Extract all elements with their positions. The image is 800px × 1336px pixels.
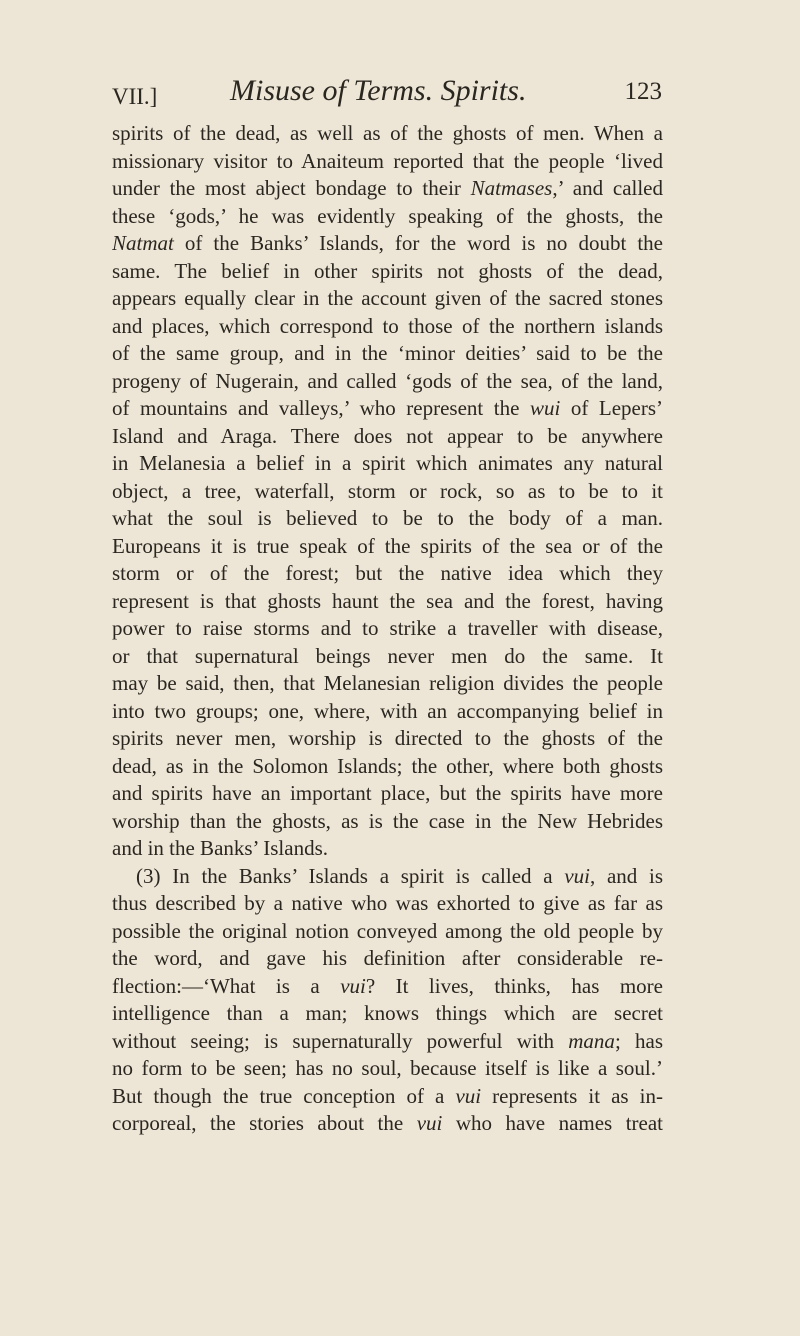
text-run: But though the true conception of a	[112, 1083, 456, 1108]
text-run: ,’ and called	[552, 176, 663, 200]
text-line	[112, 203, 663, 231]
text-line	[112, 835, 663, 863]
text-line	[112, 1083, 663, 1111]
text-run: Island and Araga. There does not appear to be anywhere	[112, 423, 663, 448]
text-line	[112, 945, 663, 973]
text-run: of the same group, and in the ‘minor deities’ said to be the	[112, 341, 663, 365]
text-run: represent is that ghosts haunt the sea and the forest, having	[112, 588, 663, 613]
text-run: (3) In the Banks’ Islands a spirit is called a	[136, 863, 565, 888]
text-line	[112, 505, 663, 533]
text-run: spirits of the dead, as well as of the ghosts of men. When a	[112, 121, 663, 145]
text-line	[112, 560, 663, 588]
text-line	[112, 313, 663, 341]
text-line	[112, 890, 663, 918]
text-line	[112, 1028, 663, 1056]
text-run: intelligence than a man; knows things which are secret	[112, 1001, 663, 1025]
text-run: same. The belief in other spirits not ghosts of the dead,	[112, 258, 663, 283]
text-line	[112, 973, 663, 1001]
text-line	[112, 230, 663, 258]
text-line	[112, 148, 663, 176]
text-run: ? It lives, thinks, has more	[365, 973, 663, 998]
italic-term: vui	[564, 863, 590, 888]
text-run: thus described by a native who was exhorted to give as far as	[112, 891, 663, 915]
text-run: of the Banks’ Islands, for the word is no doubt the	[173, 231, 663, 255]
italic-term: Natmases	[470, 176, 553, 200]
text-run: and spirits have an important place, but the spirits have more	[112, 781, 663, 805]
text-run: may be said, then, that Melanesian religion divides the people	[112, 671, 663, 695]
text-line	[112, 615, 663, 643]
italic-term: vui	[416, 1111, 443, 1135]
text-line	[112, 643, 663, 671]
text-line	[112, 670, 663, 698]
italic-term: vui	[340, 973, 366, 998]
text-run: who have names treat	[442, 1111, 663, 1135]
running-header	[112, 74, 662, 114]
text-run: flection:—‘What is a	[112, 973, 341, 998]
text-line	[112, 698, 663, 726]
text-run: storm or of the forest; but the native idea which they	[112, 561, 663, 585]
text-run: corporeal, the stories about the	[112, 1111, 417, 1135]
text-line	[112, 368, 663, 396]
text-line	[112, 175, 663, 203]
text-line	[112, 1000, 663, 1028]
text-run: or that supernatural beings never men do the same. It	[112, 643, 663, 668]
text-run: into two groups; one, where, with an accompanying belief in	[112, 698, 663, 723]
italic-term: Natmat	[112, 231, 174, 255]
text-run: Europeans it is true speak of the spirits of the sea or of the	[112, 533, 663, 558]
text-line	[112, 450, 663, 478]
text-run: progeny of Nugerain, and called ‘gods of the sea, of the land,	[112, 368, 663, 393]
italic-term: vui	[455, 1083, 482, 1108]
text-run: ; has	[614, 1028, 663, 1053]
text-run: of mountains and valleys,’ who represent the	[112, 396, 530, 420]
running-title: Misuse of Terms. Spirits.	[230, 74, 527, 107]
text-run: dead, as in the Solomon Islands; the other, where both ghosts	[112, 753, 663, 778]
text-line	[112, 258, 663, 286]
text-run: under the most abject bondage to their	[112, 176, 471, 200]
text-run: spirits never men, worship is directed to the ghosts of the	[112, 726, 663, 750]
page-number: 123	[624, 78, 662, 105]
text-run: what the soul is believed to be to the body of a man.	[112, 506, 663, 530]
text-run: appears equally clear in the account given of the sacred stones	[112, 286, 663, 310]
text-run: power to raise storms and to strike a traveller with disease,	[112, 616, 663, 640]
text-line	[112, 725, 663, 753]
text-run: worship than the ghosts, as is the case in the New Hebrides	[112, 808, 663, 833]
text-run: , and is	[589, 863, 663, 888]
italic-term: wui	[529, 396, 561, 420]
text-run: these ‘gods,’ he was evidently speaking of the ghosts, the	[112, 203, 663, 228]
text-run: object, a tree, waterfall, storm or rock, so as to be to it	[112, 478, 663, 503]
text-run: of Lepers’	[560, 396, 663, 420]
body-text	[112, 120, 663, 1138]
text-run: possible the original notion conveyed among the old people by	[112, 918, 663, 943]
text-run: represents it as in-	[481, 1083, 663, 1108]
text-line	[112, 395, 663, 423]
italic-term: mana	[568, 1028, 615, 1053]
text-line	[112, 918, 663, 946]
text-run: without seeing; is supernaturally powerful with	[112, 1028, 569, 1053]
text-line	[112, 423, 663, 451]
text-run: in Melanesia a belief in a spirit which animates any natural	[112, 451, 663, 475]
text-line	[112, 533, 663, 561]
chapter-number: VII.]	[112, 84, 158, 109]
text-line	[112, 753, 663, 781]
text-line	[112, 863, 663, 891]
text-run: and places, which correspond to those of the northern islands	[112, 313, 663, 338]
text-line	[112, 285, 663, 313]
text-line	[112, 478, 663, 506]
text-line	[112, 1110, 663, 1138]
text-run: and in the Banks’ Islands.	[112, 836, 328, 860]
text-line	[112, 780, 663, 808]
text-line	[112, 808, 663, 836]
text-line	[112, 340, 663, 368]
text-run: missionary visitor to Anaiteum reported that the people ‘lived	[112, 148, 663, 173]
text-line	[112, 120, 663, 148]
text-line	[112, 1055, 663, 1083]
text-run: no form to be seen; has no soul, because itself is like a soul.’	[112, 1056, 663, 1080]
text-line	[112, 588, 663, 616]
text-run: the word, and gave his definition after considerable re-	[112, 946, 663, 970]
